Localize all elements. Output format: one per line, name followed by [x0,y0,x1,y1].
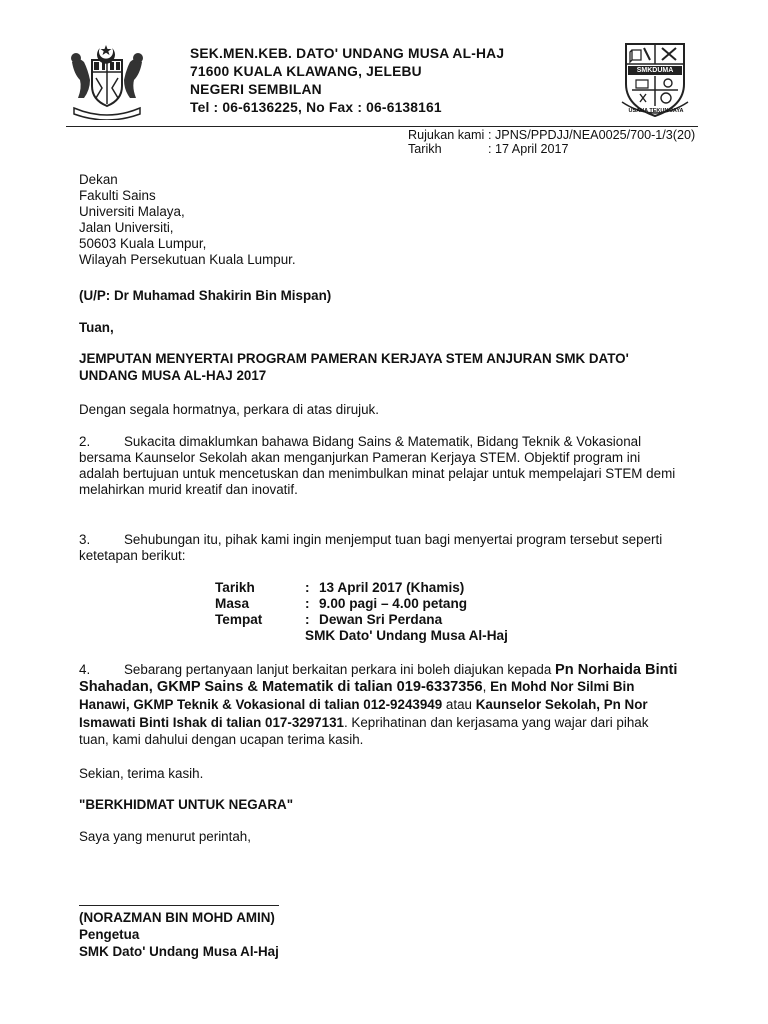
paragraph-line: adalah bertujuan untuk mencetuskan dan menimbulkan minat pelajar untuk mempelajari STEM demi [79,466,676,481]
school-logo-motto: USAHA TEKUN JAYA [628,108,684,114]
school-name: SEK.MEN.KEB. DATO' UNDANG MUSA AL-HAJ [190,46,505,61]
date-row [408,142,569,157]
signatory-name: (NORAZMAN BIN MOHD AMIN) [79,910,275,925]
contact-name: Kaunselor Sekolah, Pn Nor [475,697,648,712]
contact-name: Shahadan, GKMP Sains & Matematik di talian 019-6337356 [79,679,483,695]
signatory-title: Pengetua [79,927,140,942]
school-contact: Tel : 06-6136225, No Fax : 06-6138161 [190,100,442,115]
recipient-line: Universiti Malaya, [79,204,185,219]
detail-label: Masa [215,596,250,611]
detail-label: Tempat [215,612,263,627]
contact-name: En Mohd Nor Silmi Bin [486,679,635,694]
signature-line [79,905,279,906]
detail-value: Dewan Sri Perdana [319,612,443,627]
detail-colon: : [305,580,310,595]
detail-value: SMK Dato' Undang Musa Al-Haj [305,628,508,643]
date-label: Tarikh [408,142,442,156]
by-order: Saya yang menurut perintah, [79,829,251,844]
paragraph-line: ketetapan berikut: [79,548,186,563]
recipient-line: 50603 Kuala Lumpur, [79,236,207,251]
subject-line-2: UNDANG MUSA AL-HAJ 2017 [79,368,267,383]
motto: "BERKHIDMAT UNTUK NEGARA" [79,797,294,812]
school-address: 71600 KUALA KLAWANG, JELEBU [190,64,422,79]
event-details [215,580,508,644]
contact-name: Pn Norhaida Binti [555,662,678,678]
paragraph-number: 3. [79,532,91,547]
recipient-address [79,172,296,268]
school-logo-text: SMKDUMA [636,67,674,74]
detail-colon: : [305,596,310,611]
paragraph-2 [79,434,675,498]
reference-row [408,128,695,143]
subject-line-1: JEMPUTAN MENYERTAI PROGRAM PAMERAN KERJAYA STEM ANJURAN SMK DATO' [79,351,629,366]
header-divider [66,126,698,127]
date-value: : 17 April 2017 [488,142,569,156]
signatory-school: SMK Dato' Undang Musa Al-Haj [79,944,279,959]
attention-line: (U/P: Dr Muhamad Shakirin Bin Mispan) [79,288,332,303]
coat-of-arms-logo [66,42,148,120]
paragraph-line: bersama Kaunselor Sekolah akan menganjurkan Pameran Kerjaya STEM. Objektif program ini [79,450,641,465]
paragraph-text: Sebarang pertanyaan lanjut berkaitan perkara ini boleh diajukan kepada [124,662,556,677]
paragraph-number: 2. [79,434,91,449]
detail-row-date [215,580,508,596]
paragraph-line: Sukacita dimaklumkan bahawa Bidang Sains & Matematik, Bidang Teknik & Vokasional [124,434,642,449]
school-logo [614,40,696,120]
paragraph-3 [79,532,662,564]
detail-colon: : [305,612,310,627]
detail-label: Tarikh [215,580,255,595]
recipient-line: Fakulti Sains [79,188,156,203]
detail-row-venue-2 [215,628,508,644]
paragraph-text: , [482,679,487,694]
contact-name: Hanawi, GKMP Teknik & Vokasional di talian 012-9243949 [79,697,443,712]
paragraph-line: Sehubungan itu, pihak kami ingin menjemput tuan bagi menyertai program tersebut seperti [124,532,663,547]
recipient-line: Jalan Universiti, [79,220,174,235]
contact-name: Ismawati Binti Ishak di talian 017-3297131 [79,715,344,730]
reference-value: : JPNS/PPDJJ/NEA0025/700-1/3(20) [488,128,696,142]
detail-row-venue [215,612,508,628]
paragraph-4 [79,662,719,748]
paragraph-text: . Keprihatinan dan kerjasama yang wajar dari pihak [343,715,649,730]
salutation: Tuan, [79,320,114,335]
paragraph-line: melahirkan murid kreatif dan inovatif. [79,482,298,497]
paragraph-number: 4. [79,662,91,677]
opening-paragraph: Dengan segala hormatnya, perkara di atas dirujuk. [79,402,379,417]
detail-value: 13 April 2017 (Khamis) [319,580,465,595]
closing: Sekian, terima kasih. [79,766,204,781]
reference-label: Rujukan kami [408,128,485,142]
recipient-line: Wilayah Persekutuan Kuala Lumpur. [79,252,296,267]
recipient-line: Dekan [79,172,118,187]
school-state: NEGERI SEMBILAN [190,82,322,97]
detail-value: 9.00 pagi – 4.00 petang [319,596,468,611]
detail-row-time [215,596,508,612]
paragraph-text: atau [442,697,476,712]
paragraph-text: tuan, kami dahului dengan ucapan terima kasih. [79,732,364,747]
